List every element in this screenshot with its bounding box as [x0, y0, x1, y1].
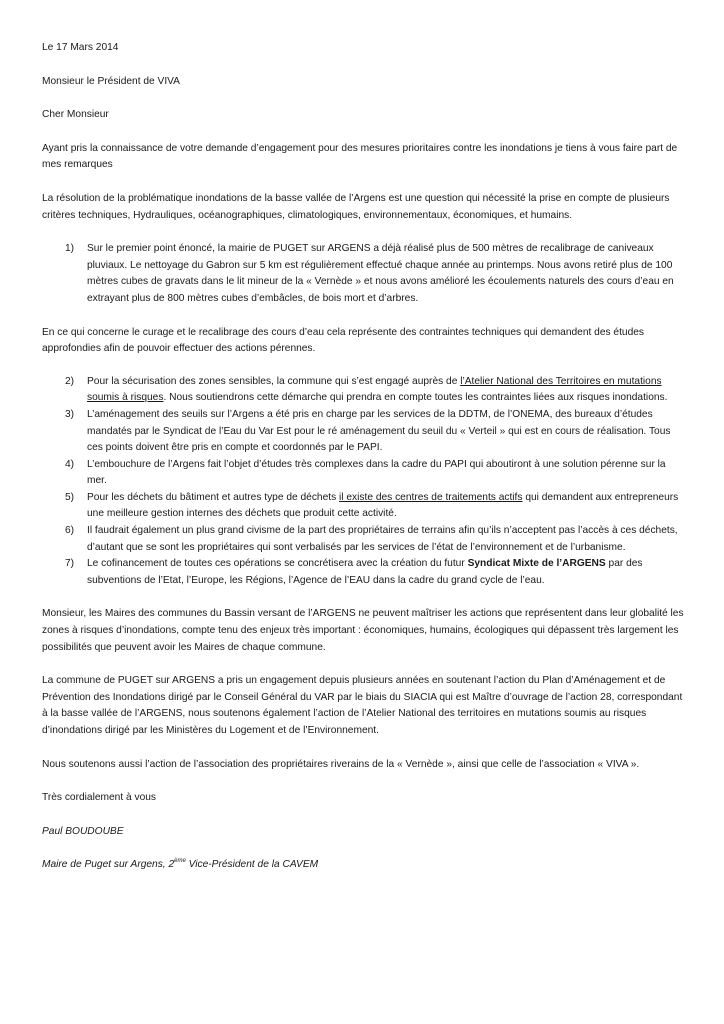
list-item-text: L’embouchure de l’Argens fait l’objet d’études très complexes dans la cadre du PAPI qui aboutiront à une solution pérenne sur la mer. [87, 458, 666, 487]
list-item [42, 490, 684, 523]
treatment-centers-link[interactable]: il existe des centres de traitements actifs [339, 491, 523, 503]
signature-title [42, 857, 684, 874]
list-item-text: par des subventions de l’Etat, l’Europe, les Régions, l’Agence de l’EAU dans la cadre du grand cycle de l’eau. [87, 558, 643, 586]
list-number: 4) [65, 458, 75, 470]
letter-date: Le 17 Mars 2014 [42, 42, 119, 53]
soutien-paragraph: Nous soutenons aussi l’action de l’association des propriétaires riverains de la « Vernède », ainsi que celle de l’association « VIVA ». [42, 758, 640, 770]
curage-paragraph: En ce qui concerne le curage et le recalibrage des cours d’eau cela représente des contraintes techniques qui demandent des études approfondies afin de pouvoir effectuer des actions pérennes. [42, 326, 645, 355]
list-item [42, 407, 684, 457]
list-item-text: Sur le premier point énoncé, la mairie de PUGET sur ARGENS a déjà réalisé plus de 500 mètres de recalibrage de caniveaux pluviaux. Le nettoyage du Gabron sur 5 km est régulièrement effectué chaque année au printemps. Nous avons retiré plus de 100 mètres cubes de gravats dans le lit mineur de la « Vernède » et nous avons amélioré les écoulements naturels des cours d’eau en extrayant plus de 800 mètres cubes d’embâcles, de bois mort et d’arbres. [87, 243, 674, 304]
list-item [42, 556, 684, 589]
list-item-text: L’aménagement des seuils sur l’Argens a été pris en charge par les services de la DDTM, de l’ONEMA, des bureaux d’études mandatés par le Syndicat de l’Eau du Var Est pour le ré aménagement du seuil du « Verteil » qui est en cours de réalisation. Tous ces points doivent être pris en compte et coordonnés par le PAPI. [87, 408, 671, 454]
list-item-text: Il faudrait également un plus grand civisme de la part des propriétaires de terrains afin qu’ils n’acceptent pas l’accès à ces déchets, d’autant que se sont les propriétaires qui sont verbalisés par les services de l’état de l’environnement et de l’urbanisme. [87, 525, 678, 553]
letter-salutation: Cher Monsieur [42, 109, 109, 121]
list-number: 1) [65, 243, 75, 255]
list-number: 7) [65, 558, 75, 570]
list-item [42, 457, 684, 490]
letter-recipient: Monsieur le Président de VIVA [42, 75, 180, 87]
list-item [42, 241, 684, 307]
signature-title-sup: ème [174, 858, 186, 865]
list-item [42, 523, 684, 556]
list-item-text: Pour les déchets du bâtiment et autres type de déchets [87, 491, 340, 503]
list-item-text: Le cofinancement de toutes ces opérations se concrétisera avec la création du futur [87, 558, 468, 570]
letter-page [42, 40, 684, 891]
list-item-text: qui demandent aux entrepreneurs une meilleure gestion internes des déchets que produit cette activité. [87, 491, 679, 520]
list-number: 3) [65, 408, 75, 420]
signature-title-text: Maire de Puget sur Argens, 2 [42, 859, 175, 871]
list-item [42, 374, 684, 407]
context-paragraph: La résolution de la problématique inondations de la basse vallée de l’Argens est une question qui nécessité la prise en compte de plusieurs critères techniques, Hydrauliques, océanographiques, climatologiques, environnementaux, économiques, et humains. [42, 192, 670, 221]
measures-list-1 [42, 241, 684, 307]
list-number: 5) [65, 491, 75, 503]
maires-paragraph: Monsieur, les Maires des communes du Bassin versant de l’ARGENS ne peuvent maîtriser les actions que représentent dans leur globalité les zones à risques d’inondations, compte tenu des enjeux très important : économiques, humains, écologiques qui dépassent très largement les possibilités que peuvent avoir les Maires de chaque commune. [42, 608, 684, 653]
list-number: 2) [65, 375, 75, 387]
closing-line: Très cordialement à vous [42, 792, 156, 804]
commune-paragraph: La commune de PUGET sur ARGENS a pris un engagement depuis plusieurs années en soutenant l’action du Plan d’Aménagement et de Prévention des Inondations dirigé par le Conseil Général du VAR par le biais du SIACIA qui est Maître d’ouvrage de l’action 28, correspondant à la basse vallée de l’ARGENS, nous soutenons également l’action de l’Atelier National des territoires en mutations soumis au risques d’inondations dirigé par les Ministères du Logement et de l’Environnement. [42, 675, 683, 736]
measures-list-2 [42, 374, 684, 590]
atelier-national-link[interactable]: l’Atelier National des Territoires en mutations soumis à risques [87, 375, 662, 404]
syndicat-mixte-emphasis: Syndicat Mixte de l’ARGENS [467, 558, 606, 570]
signature-name: Paul BOUDOUBE [42, 825, 124, 837]
list-item-text: . Nous soutiendrons cette démarche qui prendra en compte toutes les contraintes liées aux risques inondations. [163, 392, 668, 404]
intro-paragraph: Ayant pris la connaissance de votre demande d’engagement pour des mesures prioritaires contre les inondations je tiens à vous faire part de mes remarques [42, 142, 678, 171]
signature-title-text: Vice-Président de la CAVEM [185, 859, 319, 871]
list-number: 6) [65, 525, 75, 537]
list-item-text: Pour la sécurisation des zones sensibles, la commune qui s’est engagé auprès de [87, 375, 461, 387]
